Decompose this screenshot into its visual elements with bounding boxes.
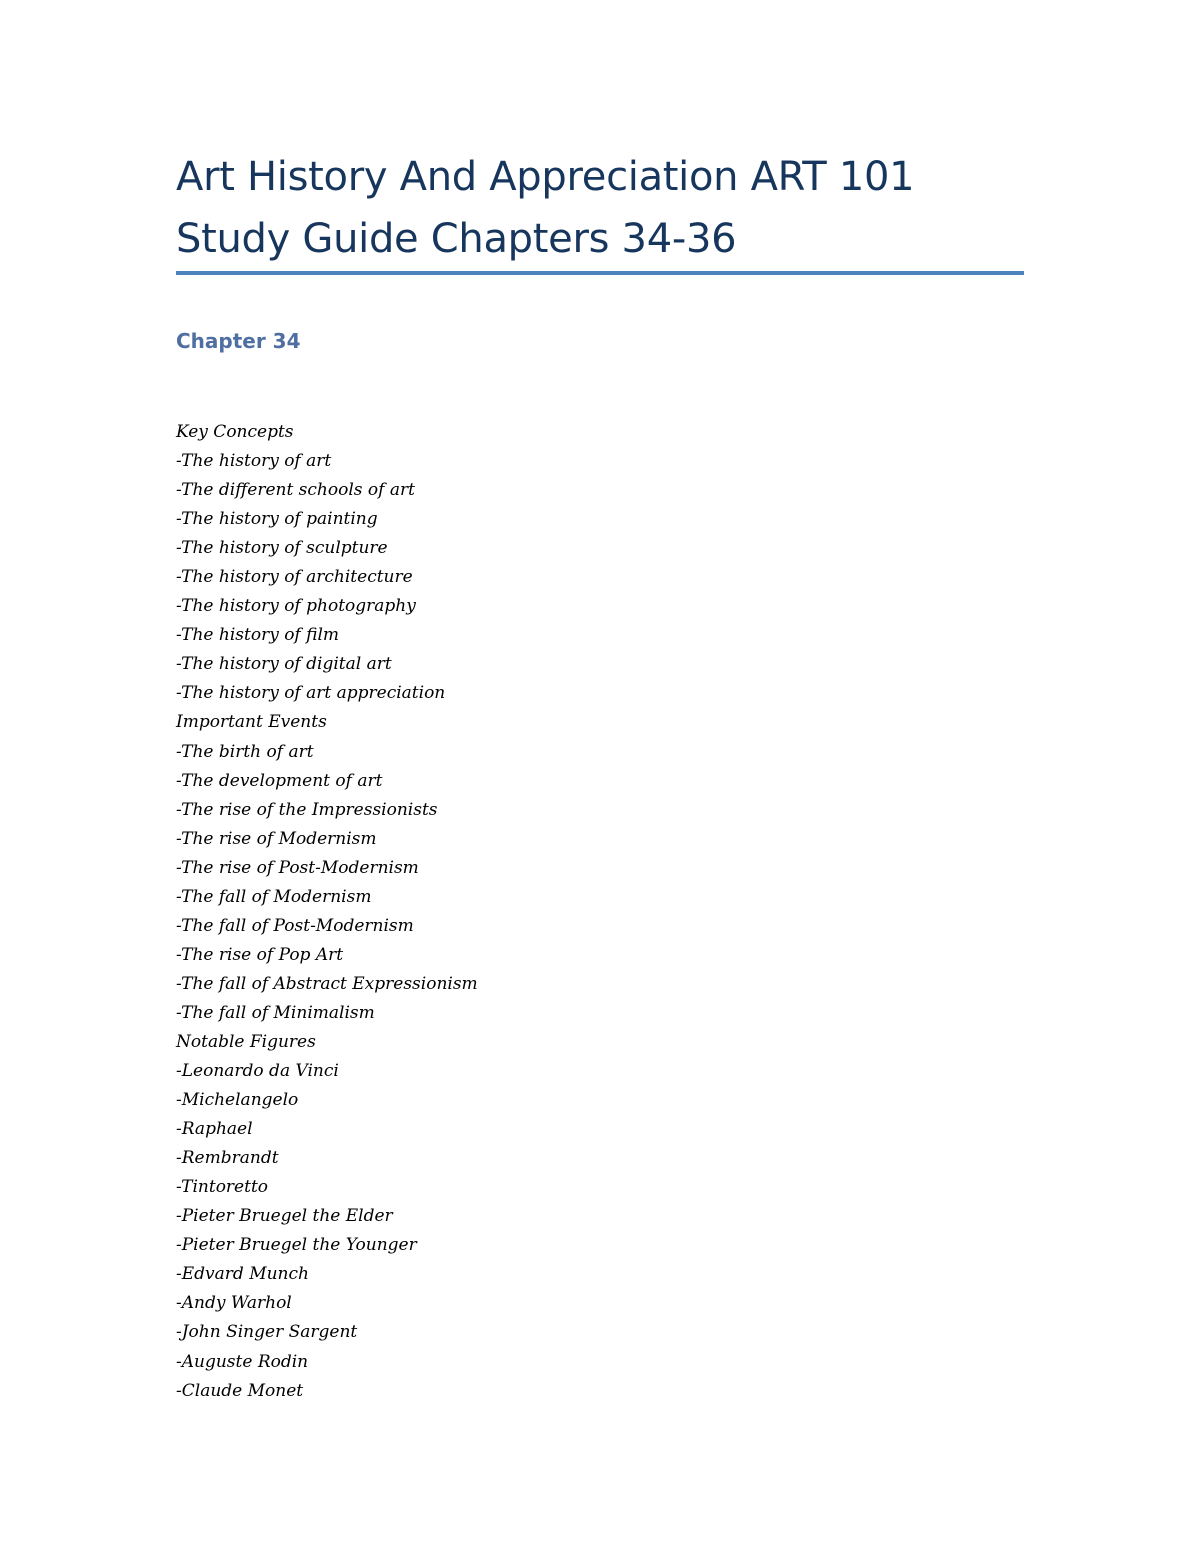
- list-item: -Pieter Bruegel the Younger: [176, 1235, 417, 1256]
- list-item: -The history of art appreciation: [176, 683, 446, 704]
- section-heading-notable-figures: Notable Figures: [176, 1031, 316, 1052]
- list-item: -Leonardo da Vinci: [176, 1061, 339, 1082]
- list-item: -The history of digital art: [176, 654, 392, 675]
- list-item: -John Singer Sargent: [176, 1322, 358, 1343]
- list-item: -Edvard Munch: [176, 1264, 309, 1285]
- list-item: -The history of sculpture: [176, 538, 388, 559]
- title-underline-rule: [176, 271, 1024, 275]
- list-item: -The history of architecture: [176, 567, 413, 588]
- list-item: -The fall of Minimalism: [176, 1002, 375, 1023]
- list-item: -The fall of Abstract Expressionism: [176, 973, 478, 994]
- list-item: -Auguste Rodin: [176, 1351, 309, 1372]
- list-item: -Michelangelo: [176, 1090, 299, 1111]
- list-item: -Claude Monet: [176, 1380, 304, 1401]
- list-item: -Pieter Bruegel the Elder: [176, 1206, 393, 1227]
- title-line-2: Study Guide Chapters 34-36: [176, 216, 737, 262]
- chapter-heading: Chapter 34: [176, 329, 301, 353]
- list-item: -The fall of Post-Modernism: [176, 915, 414, 936]
- list-item: -Tintoretto: [176, 1177, 269, 1198]
- section-heading-important-events: Important Events: [176, 712, 327, 733]
- list-item: -The fall of Modernism: [176, 886, 372, 907]
- list-item: -The development of art: [176, 770, 383, 791]
- list-item: -Raphael: [176, 1119, 253, 1140]
- document-title: [176, 146, 1024, 270]
- list-item: -Rembrandt: [176, 1148, 279, 1169]
- list-item: -The history of art: [176, 451, 332, 472]
- list-item: -The birth of art: [176, 741, 314, 762]
- list-item: -The rise of the Impressionists: [176, 799, 438, 820]
- list-item: -The different schools of art: [176, 480, 415, 501]
- title-line-1: Art History And Appreciation ART 101: [176, 154, 915, 200]
- list-item: -The rise of Modernism: [176, 828, 377, 849]
- list-item: -The history of photography: [176, 596, 416, 617]
- list-item: -The rise of Pop Art: [176, 944, 344, 965]
- list-item: -Andy Warhol: [176, 1293, 292, 1314]
- study-guide-list: [176, 418, 478, 1406]
- list-item: -The history of film: [176, 625, 340, 646]
- section-heading-key-concepts: Key Concepts: [176, 422, 294, 442]
- list-item: -The rise of Post-Modernism: [176, 857, 419, 878]
- list-item: -The history of painting: [176, 509, 378, 530]
